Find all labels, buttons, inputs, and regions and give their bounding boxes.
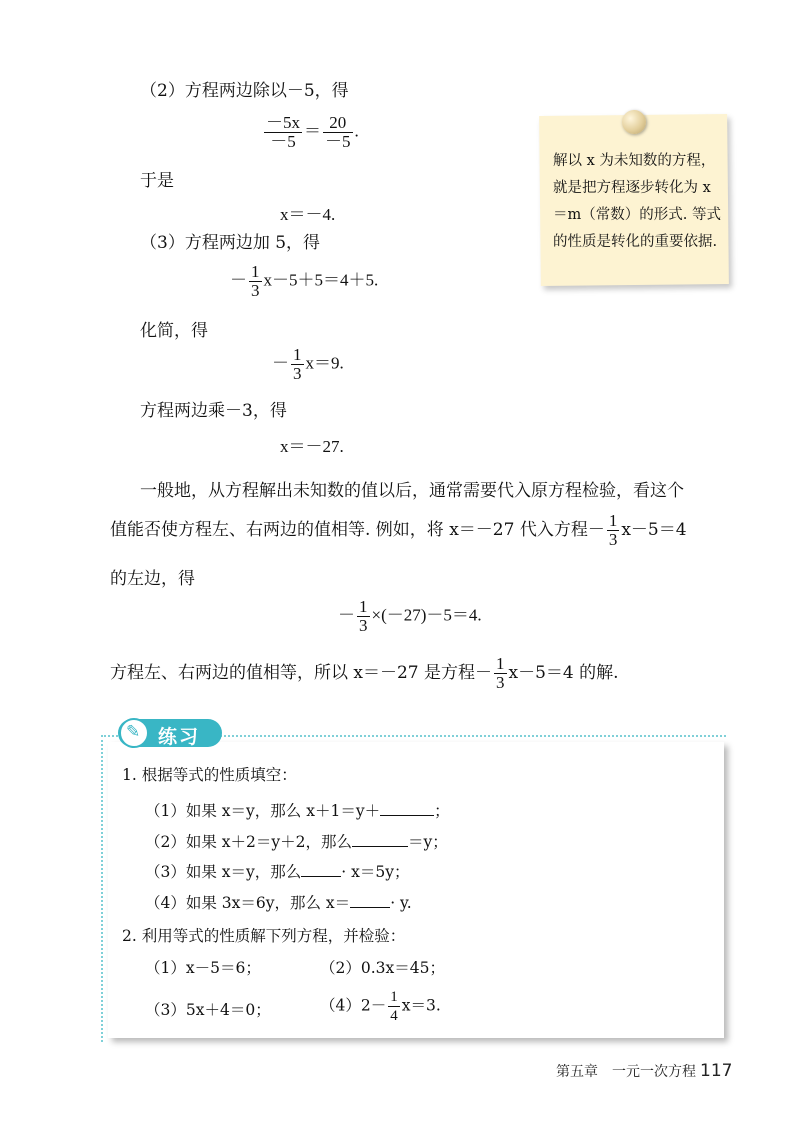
fraction-numerator: 1: [293, 345, 302, 364]
fraction: [388, 988, 400, 1025]
question-text: （1）如果 x＝y，那么 x＋1＝y＋: [145, 802, 381, 820]
page-footer: [556, 1061, 732, 1081]
minus-sign: －: [230, 270, 247, 290]
answer-blank[interactable]: [352, 830, 408, 847]
fraction-numerator: 1: [496, 654, 505, 673]
step2-so: 于是: [140, 171, 174, 191]
check-equation: [338, 598, 482, 635]
step3-intro: （3）方程两边加 5，得: [140, 233, 321, 253]
question-text: （4）如果 3x＝6y，那么 x＝: [145, 894, 351, 912]
paragraph-text: x－5＝4: [621, 520, 687, 540]
exercise-q2-2: （2）0.3x＝45；: [320, 959, 445, 977]
side-note-text: 解以 x 为未知数的方程，就是把方程逐步转化为 x＝m（常数）的形式. 等式的性质是转化的重要依据.: [553, 153, 721, 250]
period: .: [354, 121, 359, 141]
equals-sign: ＝: [304, 121, 321, 141]
exercise-q2-3: （3）5x＋4＝0；: [145, 1001, 271, 1019]
conclusion-line: [110, 655, 619, 692]
exercise-q1-4: [145, 891, 412, 913]
chapter-title: 第五章 一元一次方程: [556, 1064, 696, 1080]
fraction: [249, 263, 262, 300]
fraction-denominator: －5: [325, 132, 351, 151]
fraction-numerator: 1: [359, 597, 368, 616]
answer-blank[interactable]: [350, 891, 390, 908]
exercise-title: 练习: [158, 726, 201, 748]
exercise-icon: ✎: [119, 718, 149, 748]
question-text: （4）2－: [320, 996, 387, 1015]
fraction-denominator: 3: [608, 530, 618, 549]
paragraph-text: 方程左、右两边的值相等，所以 x＝－27 是方程－: [110, 663, 493, 683]
equation-rest: ×(－27)－5＝4.: [371, 605, 482, 625]
question-text: x＝3.: [401, 996, 441, 1015]
equation-rest: x－5＋5＝4＋5.: [263, 270, 379, 290]
question-text: （2）如果 x＋2＝y＋2，那么: [145, 833, 353, 851]
exercise-q1-2: [145, 830, 448, 852]
question-text: ；: [434, 802, 450, 820]
fraction: [494, 655, 507, 692]
fraction: [264, 114, 302, 151]
question-text: （3）如果 x＝y，那么: [145, 863, 302, 881]
question-text: ＝y；: [408, 833, 448, 851]
fraction-denominator: 4: [390, 1008, 398, 1024]
fraction-numerator: －5x: [266, 113, 300, 132]
fraction-denominator: 3: [293, 364, 302, 383]
minus-sign: －: [338, 605, 355, 625]
exercise-q2-1: （1）x－5＝6；: [145, 959, 261, 977]
fraction-numerator: 20: [323, 114, 353, 133]
fraction: [357, 598, 370, 635]
simplify-label: 化简，得: [140, 321, 208, 341]
pushpin-icon: [622, 110, 646, 134]
fraction: [291, 346, 304, 383]
answer-blank[interactable]: [380, 799, 434, 816]
step2-result: x＝－4.: [280, 205, 336, 224]
exercise-q1: 1. 根据等式的性质填空：: [122, 766, 297, 784]
exercise-q1-1: [145, 799, 450, 821]
fraction-denominator: 3: [251, 281, 260, 300]
paragraph-line: 一般地，从方程解出未知数的值以后，通常需要代入原方程检验，看这个: [140, 481, 684, 501]
exercise-q2-4: [320, 988, 441, 1025]
final-result: x＝－27.: [280, 437, 344, 456]
exercise-q1-3: [145, 860, 410, 882]
simplified-equation: [272, 346, 344, 383]
fraction-denominator: 3: [496, 673, 505, 692]
step2-intro: （2）方程两边除以－5，得: [140, 81, 349, 101]
paragraph-line: [110, 512, 687, 549]
fraction-denominator: 3: [359, 616, 368, 635]
question-text: · x＝5y；: [341, 863, 410, 881]
page-number: 117: [700, 1061, 733, 1081]
paragraph-text: x－5＝4 的解.: [508, 663, 619, 683]
fraction: [323, 114, 353, 151]
paragraph-line: 的左边，得: [110, 569, 195, 589]
minus-sign: －: [272, 353, 289, 373]
step2-equation: [262, 114, 359, 151]
multiply-label: 方程两边乘－3，得: [140, 401, 287, 421]
fraction-numerator: 1: [251, 262, 260, 281]
fraction-numerator: 1: [390, 989, 398, 1005]
fraction: [607, 512, 620, 549]
question-text: · y.: [390, 894, 412, 912]
paragraph-text: 值能否使方程左、右两边的值相等. 例如，将 x＝－27 代入方程－: [110, 520, 605, 540]
fraction-denominator: －5: [270, 132, 296, 151]
equation-rest: x＝9.: [305, 353, 344, 373]
exercise-q2: 2. 利用等式的性质解下列方程，并检验：: [122, 927, 406, 945]
fraction-numerator: 1: [608, 511, 618, 530]
answer-blank[interactable]: [301, 860, 341, 877]
step3-equation: [230, 263, 378, 300]
